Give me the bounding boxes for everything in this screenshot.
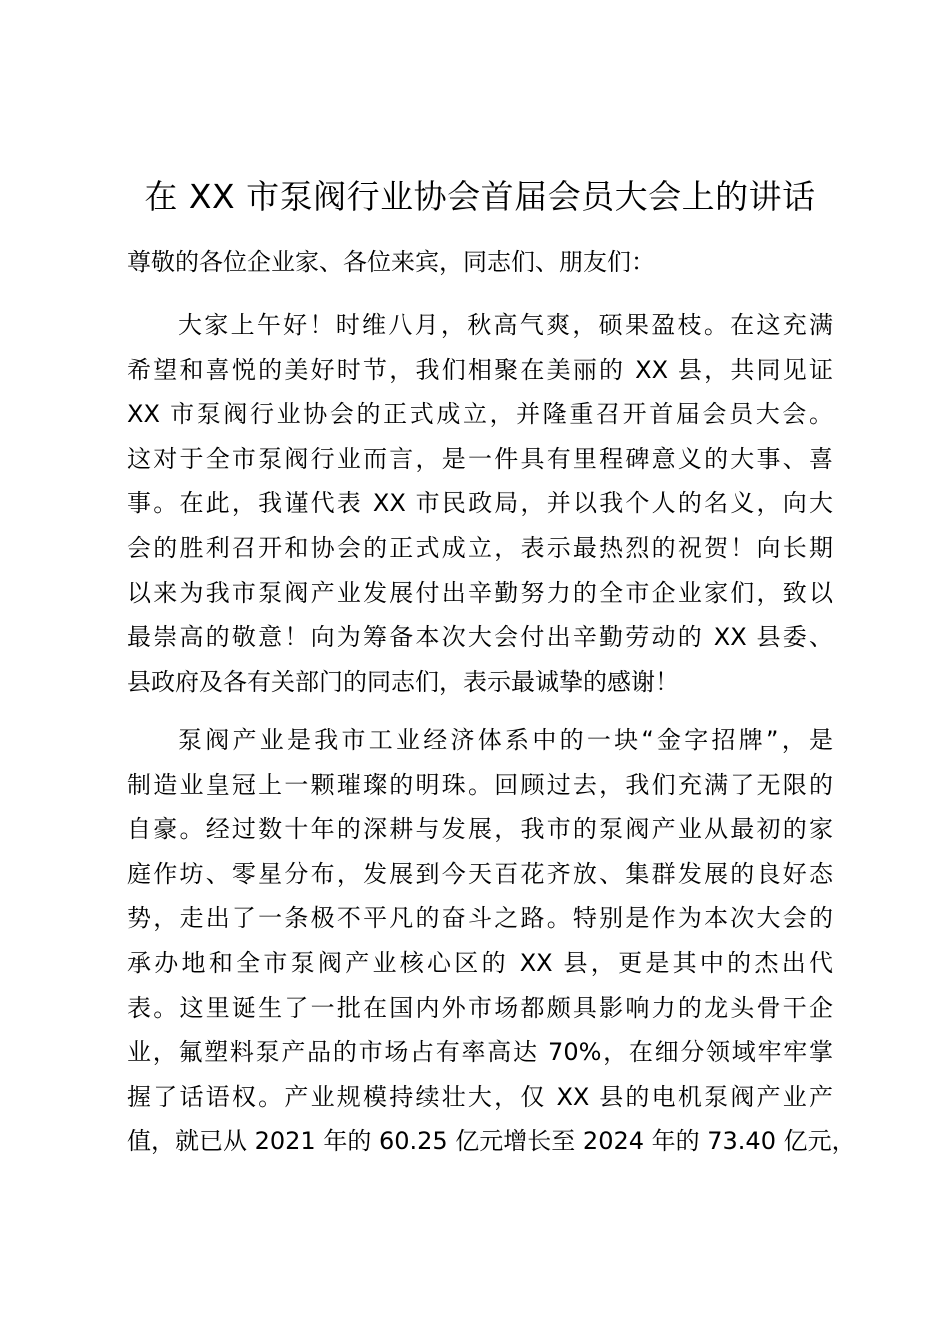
salutation: 尊敬的各位企业家、各位来宾，同志们、朋友们： — [127, 248, 655, 276]
paragraph-line: 事。在此，我谨代表 XX 市民政局，并以我个人的名义，向大 — [127, 489, 833, 518]
paragraph-line: 制造业皇冠上一颗璀璨的明珠。回顾过去，我们充满了无限的 — [127, 770, 833, 799]
paragraph-line: 握了话语权。产业规模持续壮大，仅 XX 县的电机泵阀产业产 — [127, 1082, 833, 1111]
paragraph-line: 希望和喜悦的美好时节，我们相聚在美丽的 XX 县，共同见证 — [127, 355, 833, 384]
paragraph-line: 表。这里诞生了一批在国内外市场都颇具影响力的龙头骨干企 — [127, 993, 833, 1022]
paragraph-line: XX 市泵阀行业协会的正式成立，并隆重召开首届会员大会。 — [127, 400, 833, 429]
paragraph-2 — [127, 718, 856, 1164]
paragraph-line: 势，走出了一条极不平凡的奋斗之路。特别是作为本次大会的 — [127, 904, 833, 933]
paragraph-line: 业，氟塑料泵产品的市场占有率高达 70%，在细分领域牢牢掌 — [127, 1038, 833, 1067]
paragraph-line: 以来为我市泵阀产业发展付出辛勤努力的全市企业家们，致以 — [127, 578, 833, 607]
paragraph-line: 会的胜利召开和协会的正式成立，表示最热烈的祝贺！向长期 — [127, 533, 833, 562]
paragraph-line: 泵阀产业是我市工业经济体系中的一块“金字招牌”，是 — [178, 726, 833, 754]
paragraph-line: 自豪。经过数十年的深耕与发展，我市的泵阀产业从最初的家 — [127, 815, 833, 844]
paragraph-line: 庭作坊、零星分布，发展到今天百花齐放、集群发展的良好态 — [127, 859, 833, 888]
paragraph-line: 这对于全市泵阀行业而言，是一件具有里程碑意义的大事、喜 — [127, 444, 833, 473]
paragraph-line: 承办地和全市泵阀产业核心区的 XX 县，更是其中的杰出代 — [127, 948, 833, 977]
paragraph-1 — [127, 303, 833, 704]
paragraph-line: 县政府及各有关部门的同志们，表示最诚挚的感谢！ — [127, 667, 679, 696]
paragraph-line: 值，就已从 2021 年的 60.25 亿元增长至 2024 年的 73.40 亿元， — [127, 1127, 856, 1156]
document-title: 在 XX 市泵阀行业协会首届会员大会上的讲话 — [144, 177, 816, 216]
paragraph-line: 大家上午好！时维八月，秋高气爽，硕果盈枝。在这充满 — [178, 311, 833, 339]
paragraph-line: 最崇高的敬意！向为筹备本次大会付出辛勤劳动的 XX 县委、 — [127, 623, 833, 652]
